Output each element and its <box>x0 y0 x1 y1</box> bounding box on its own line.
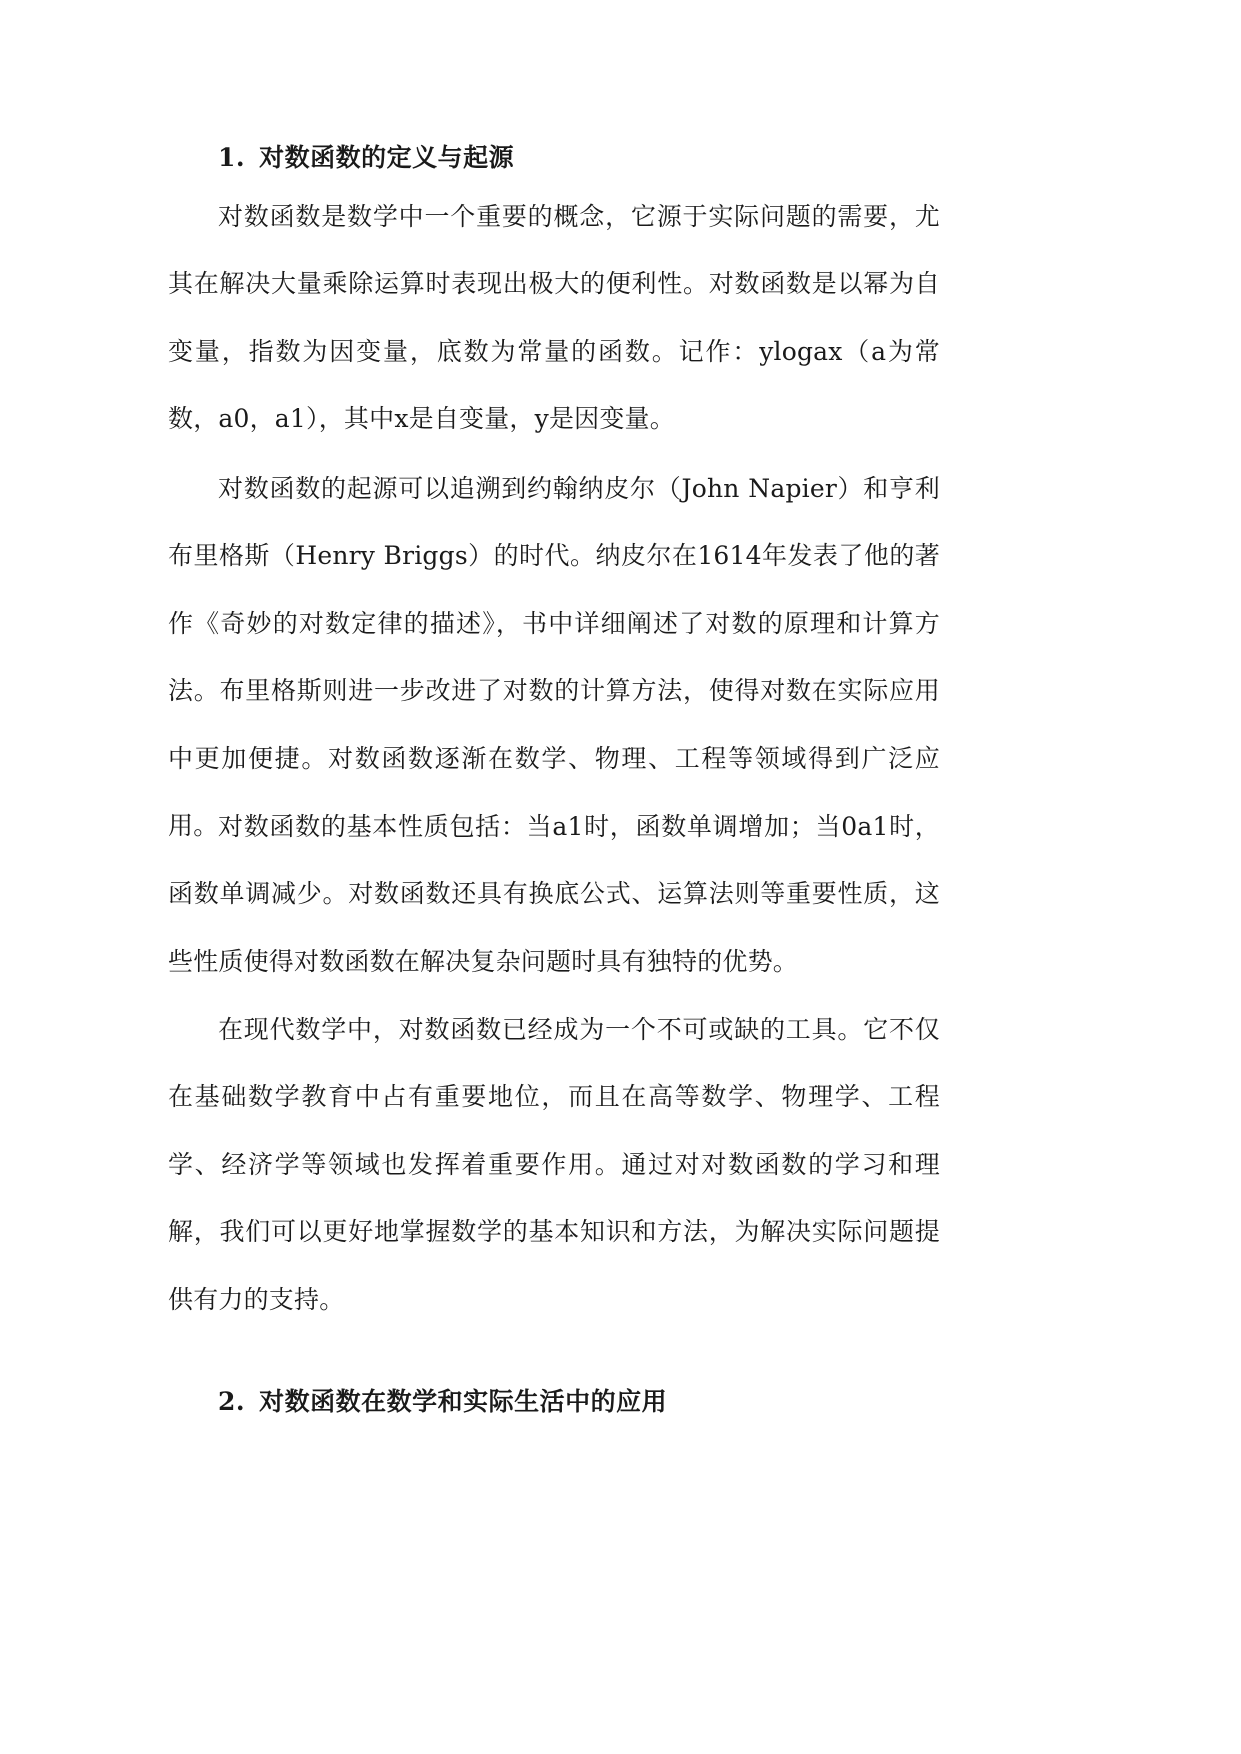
section-heading-1 <box>218 138 514 174</box>
paragraph: 对数函数的基本性质包括：当a1时，函数单调增加；当0a1时，函数单调减少。对数函数还具有换底公式、运算法则等重要性质，这些性质使得对数函数在解决复杂问题时具有独特的优势。 <box>168 812 940 976</box>
section-title: 对数函数在数学和实际生活中的应用 <box>259 1387 668 1416</box>
section-number: 2. <box>218 1387 246 1416</box>
section-heading-2 <box>218 1382 667 1418</box>
paragraph: 在现代数学中，对数函数已经成为一个不可或缺的工具。它不仅在基础数学教育中占有重要地位，而且在高等数学、物理学、工程学、经济学等领域也发挥着重要作用。通过对对数函数的学习和理解，我们可以更好地掌握数学的基本知识和方法，为解决实际问题提供有力的支持。 <box>168 1015 940 1314</box>
section-title: 对数函数的定义与起源 <box>259 143 515 172</box>
paragraph: 对数函数的起源可以追溯到约翰纳皮尔（John Napier）和亨利布里格斯（Henry Briggs）的时代。纳皮尔在1614年发表了他的著作《奇妙的对数定律的描述》，书中详细阐述了对数的原理和计算方法。布里格斯则进一步改进了对数的计算方法，使得对数在实际应用中更加便捷。对数函数逐渐在数学、物理、工程等领域得到广泛应用。 <box>168 474 940 841</box>
section-number: 1. <box>218 143 246 172</box>
paragraph: 对数函数是数学中一个重要的概念，它源于实际问题的需要，尤其在解决大量乘除运算时表现出极大的便利性。对数函数是以幂为自变量，指数为因变量，底数为常量的函数。记作：ylogax（a为常数，a0，a1），其中x是自变量，y是因变量。 <box>168 202 940 434</box>
